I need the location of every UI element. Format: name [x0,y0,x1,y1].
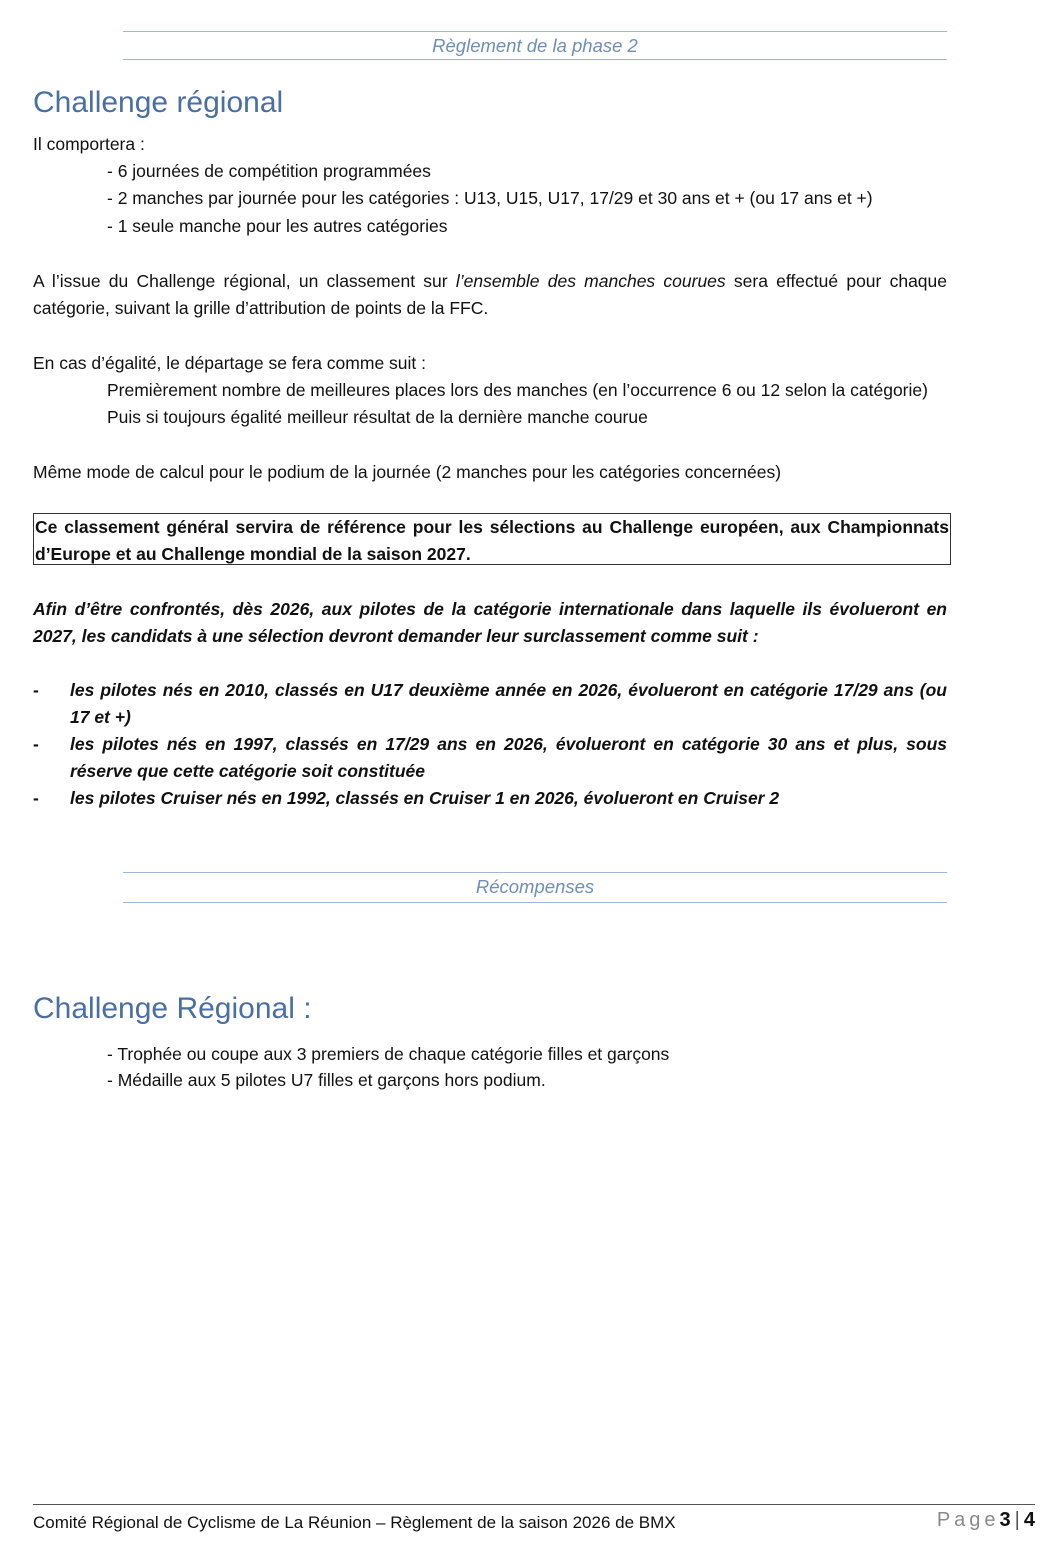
tie-rule: Premièrement nombre de meilleures places lors des manches (en l’occurrence 6 ou 12 selon la catégorie) [107,380,928,400]
section-rule-top [123,872,947,873]
section-rule-bottom [123,902,947,903]
list-item: - Trophée ou coupe aux 3 premiers de chaque catégorie filles et garçons [107,1044,670,1064]
page-total: 4 [1023,1509,1035,1531]
list-item: - Médaille aux 5 pilotes U7 filles et garçons hors podium. [107,1070,546,1090]
tie-intro: En cas d’égalité, le départage se fera comme suit : [33,353,426,373]
boxed-note-text: Ce classement général servira de référence pour les sélections au Challenge européen, aux Championnats d’Europe et au Challenge mondial de la saison 2027. [35,517,949,564]
list-item: les pilotes nés en 1997, classés en 17/29 ans en 2026, évolueront en catégorie 30 ans et plus, sous réserve que cette catégorie soit constituée [70,734,947,781]
list-dash: - [33,734,39,754]
page-word: Page [936,1509,1000,1531]
tie-rule: Puis si toujours égalité meilleur résultat de la dernière manche courue [107,407,648,427]
challenge-heading: Challenge régional [33,86,284,119]
list-item: - 2 manches par journée pour les catégories : U13, U15, U17, 17/29 et 30 ans et + (ou 17 ans et +) [107,188,873,208]
section-title-phase2: Règlement de la phase 2 [432,35,638,56]
podium-note: Même mode de calcul pour le podium de la journée (2 manches pour les catégories concernées) [33,462,782,482]
list-dash: - [33,788,39,808]
ranking-emphasis: l’ensemble des manches courues [455,271,726,291]
page-number: 3 [999,1509,1011,1531]
boxed-note [33,513,951,565]
footer-rule [33,1504,1035,1505]
challenge-intro: Il comportera : [33,134,145,154]
section-rule-bottom [123,59,947,60]
page-indicator [937,1507,1035,1534]
list-item: les pilotes Cruiser nés en 1992, classés en Cruiser 1 en 2026, évolueront en Cruiser 2 [70,788,780,808]
list-item: - 1 seule manche pour les autres catégories [107,216,448,236]
ranking-paragraph: A l’issue du Challenge régional, un classement sur l’ensemble des manches courues sera effectué pour chaque catégorie, suivant la grille d’attribution de points de la FFC. [33,271,948,318]
page-separator: | [1014,1509,1020,1531]
surclassement-intro: Afin d’être confrontés, dès 2026, aux pilotes de la catégorie internationale dans laquelle ils évolueront en 2027, les candidats à une sélection devront demander leur surclassement comme suit : [33,599,947,646]
section-title-rewards: Récompenses [475,876,595,897]
list-item: les pilotes nés en 2010, classés en U17 deuxième année en 2026, évolueront en catégorie 17/29 ans (ou 17 et +) [70,680,947,727]
footer-text: Comité Régional de Cyclisme de La Réunion – Règlement de la saison 2026 de BMX [33,1513,676,1532]
list-item: - 6 journées de compétition programmées [107,161,431,181]
rewards-heading: Challenge Régional : [33,992,312,1025]
section-rule-top [123,31,947,32]
list-dash: - [33,680,39,700]
